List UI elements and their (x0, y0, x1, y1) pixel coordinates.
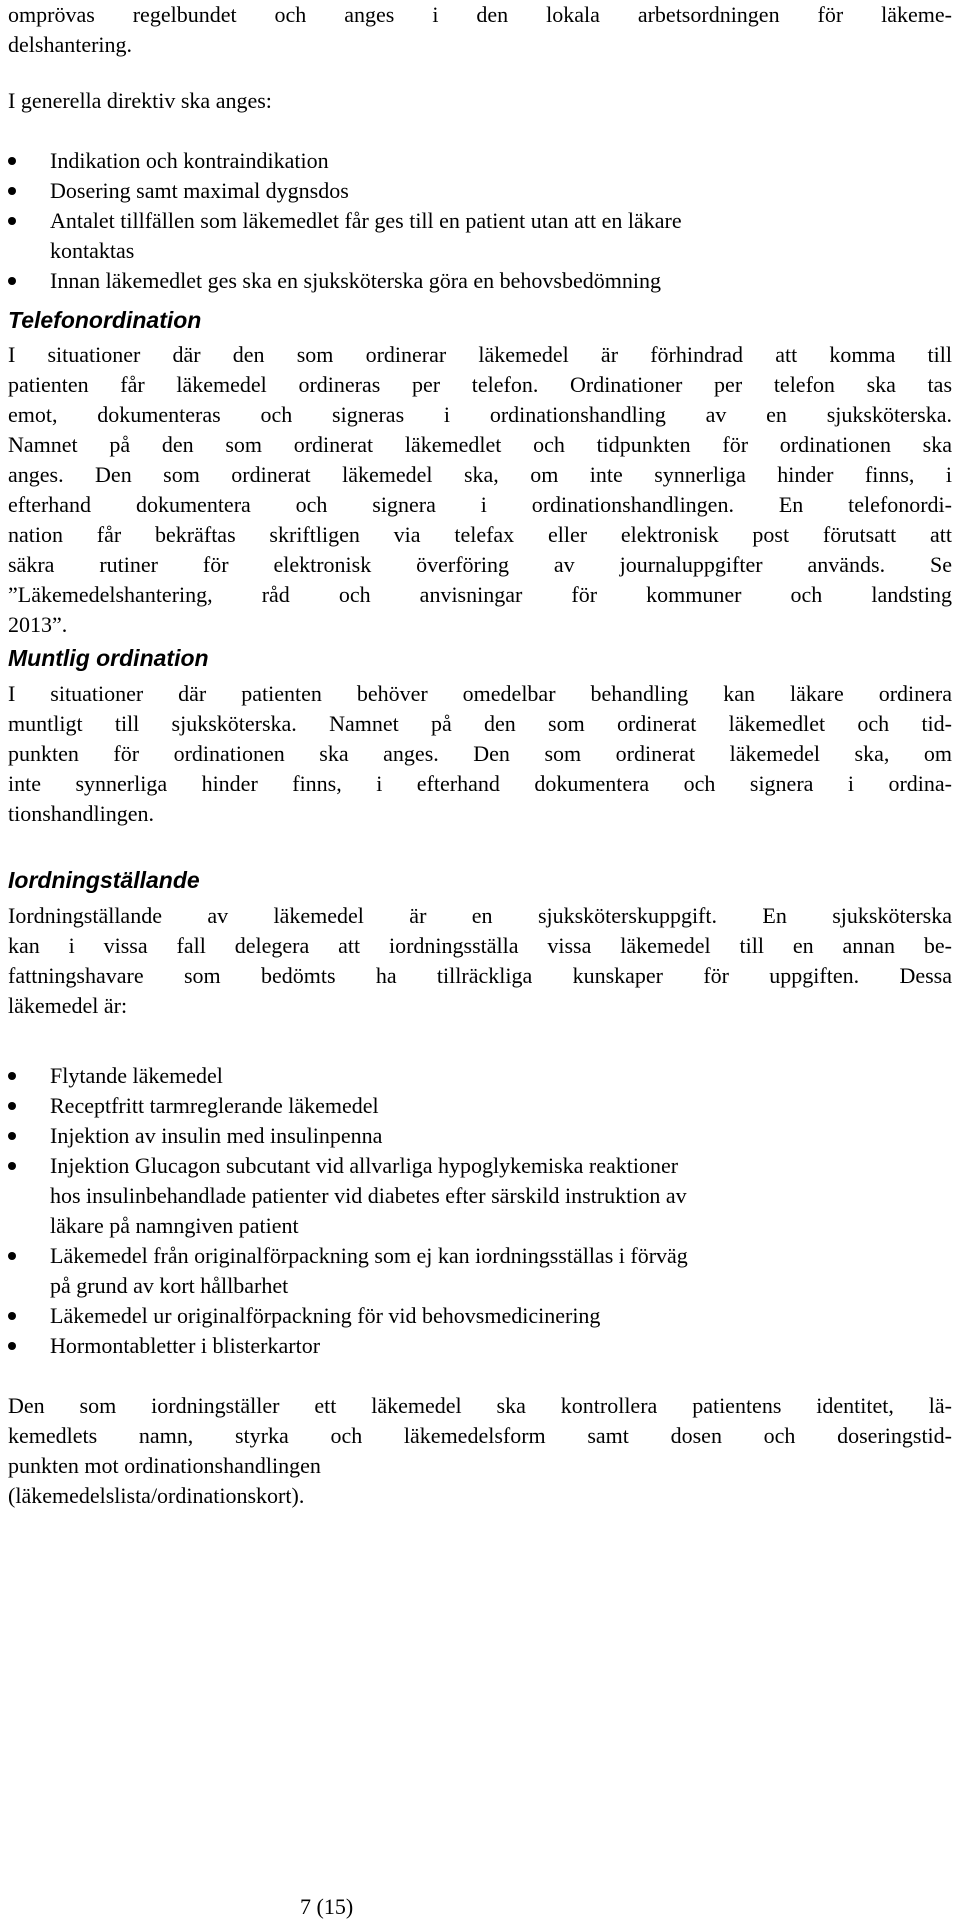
paragraph-line: efterhand dokumentera och signera i ordinationshandlingen. En telefonordi- (8, 492, 952, 517)
list-item: Indikation och kontraindikation (50, 148, 329, 173)
bullet-icon (8, 187, 16, 195)
paragraph-line: I situationer där den som ordinerar läkemedel är förhindrad att komma till (8, 342, 952, 367)
paragraph-line: inte synnerliga hinder finns, i efterhand dokumentera och signera i ordina- (8, 771, 952, 796)
bullet-icon (8, 1072, 16, 1080)
section-heading-telefonordination: Telefonordination (8, 307, 202, 333)
bullet-icon (8, 217, 16, 225)
list-item: Antalet tillfällen som läkemedlet får ges till en patient utan att en läkare (50, 208, 682, 233)
bullet-icon (8, 1312, 16, 1320)
list-item: Hormontabletter i blisterkartor (50, 1333, 321, 1358)
paragraph-line: I situationer där patienten behöver omedelbar behandling kan läkare ordinera (8, 681, 952, 706)
intro-line: delshantering. (8, 32, 133, 57)
paragraph-line: kemedlets namn, styrka och läkemedelsform samt dosen och doseringstid- (8, 1423, 952, 1448)
paragraph-line: muntligt till sjuksköterska. Namnet på den som ordinerat läkemedlet och tid- (8, 711, 952, 736)
paragraph-line: anges. Den som ordinerat läkemedel ska, om inte synnerliga hinder finns, i (8, 462, 952, 487)
paragraph-line: ”Läkemedelshantering, råd och anvisningar för kommuner och landsting (8, 582, 952, 607)
paragraph-line: nation får bekräftas skriftligen via telefax eller elektronisk post förutsatt att (8, 522, 952, 547)
bullet-icon (8, 1162, 16, 1170)
paragraph-line: punkten för ordinationen ska anges. Den som ordinerat läkemedel ska, om (8, 741, 952, 766)
paragraph-line: säkra rutiner för elektronisk överföring av journaluppgifter används. Se (8, 552, 952, 577)
list-item-continuation: läkare på namngiven patient (50, 1213, 299, 1238)
list-item: Läkemedel från originalförpackning som ej kan iordningsställas i förväg (50, 1243, 688, 1268)
list-item: Innan läkemedlet ges ska en sjuksköterska göra en behovsbedömning (50, 268, 661, 293)
bullet-icon (8, 1132, 16, 1140)
list-item-continuation: kontaktas (50, 238, 135, 263)
paragraph-line: fattningshavare som bedömts ha tillräckliga kunskaper för uppgiften. Dessa (8, 963, 952, 988)
paragraph-line: Den som iordningställer ett läkemedel ska kontrollera patientens identitet, lä- (8, 1393, 952, 1418)
list-item: Läkemedel ur originalförpackning för vid behovsmedicinering (50, 1303, 601, 1328)
paragraph-line: tionshandlingen. (8, 801, 155, 826)
list-item: Receptfritt tarmreglerande läkemedel (50, 1093, 379, 1118)
list-item: Flytande läkemedel (50, 1063, 223, 1088)
paragraph-line: emot, dokumenteras och signeras i ordinationshandling av en sjuksköterska. (8, 402, 952, 427)
list-item: Injektion Glucagon subcutant vid allvarliga hypoglykemiska reaktioner (50, 1153, 679, 1178)
page-number: 7 (15) (300, 1894, 354, 1919)
list-item-continuation: på grund av kort hållbarhet (50, 1273, 289, 1298)
list-item: Dosering samt maximal dygnsdos (50, 178, 349, 203)
bullet-icon (8, 1102, 16, 1110)
paragraph-line: punkten mot ordinationshandlingen (8, 1453, 321, 1478)
section-heading-muntlig-ordination: Muntlig ordination (8, 645, 209, 671)
list-item: Injektion av insulin med insulinpenna (50, 1123, 383, 1148)
paragraph-line: kan i vissa fall delegera att iordningsställa vissa läkemedel till en annan be- (8, 933, 952, 958)
list-item-continuation: hos insulinbehandlade patienter vid diabetes efter särskild instruktion av (50, 1183, 687, 1208)
bullet-icon (8, 1342, 16, 1350)
paragraph-line: (läkemedelslista/ordinationskort). (8, 1483, 305, 1508)
section-heading-iordningstallande: Iordningställande (8, 867, 200, 893)
intro-line: omprövas regelbundet och anges i den lokala arbetsordningen för läkeme- (8, 2, 952, 27)
bullet-icon (8, 1252, 16, 1260)
paragraph-line: 2013”. (8, 612, 68, 637)
bullet-icon (8, 157, 16, 165)
paragraph-line: läkemedel är: (8, 993, 128, 1018)
paragraph-line: patienten får läkemedel ordineras per telefon. Ordinationer per telefon ska tas (8, 372, 952, 397)
paragraph-line: Iordningställande av läkemedel är en sjuksköterskuppgift. En sjuksköterska (8, 903, 952, 928)
bullet-icon (8, 277, 16, 285)
directives-heading: I generella direktiv ska anges: (8, 88, 272, 113)
paragraph-line: Namnet på den som ordinerat läkemedlet och tidpunkten för ordinationen ska (8, 432, 952, 457)
